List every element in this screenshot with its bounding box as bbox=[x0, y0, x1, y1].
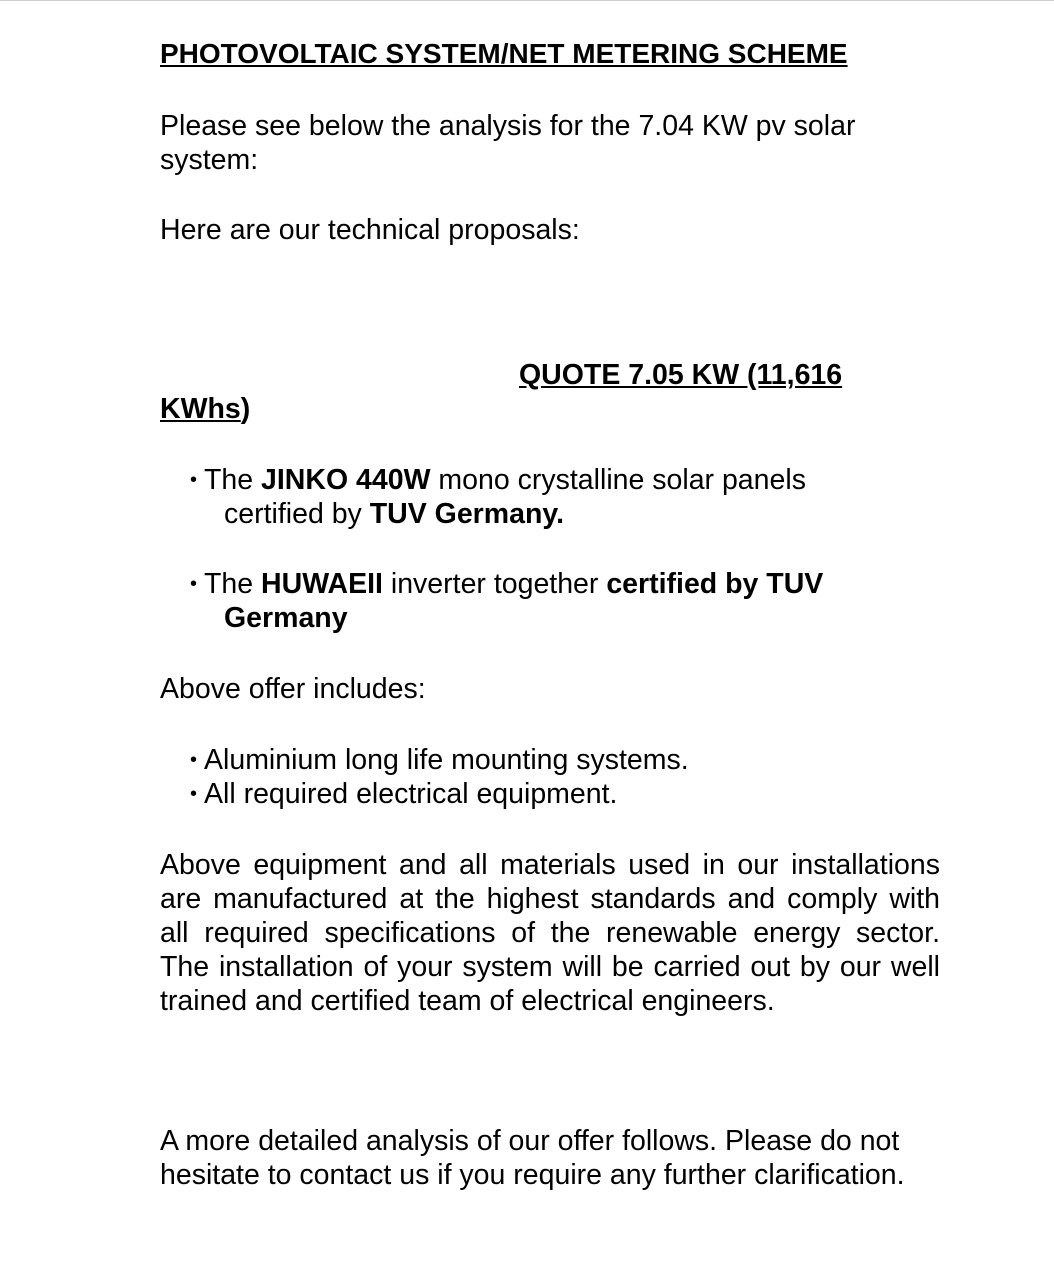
include-item-mounting: Aluminium long life mounting systems. bbox=[204, 744, 689, 776]
bullet-icon: • bbox=[190, 749, 198, 771]
inverter-proposal-list bbox=[190, 567, 890, 635]
quote-close-paren: ) bbox=[240, 393, 251, 425]
bullet-icon: • bbox=[190, 573, 198, 595]
panel-cert-body: TUV Germany. bbox=[369, 498, 565, 530]
include-item-electrical: All required electrical equipment. bbox=[204, 778, 618, 810]
intro-paragraph: Please see below the analysis for the 7.04 KW pv solar system: bbox=[160, 110, 856, 176]
quote-unit: KWhs bbox=[160, 393, 241, 425]
list-item bbox=[190, 743, 890, 777]
inverter-cert-line2: Germany bbox=[224, 602, 348, 634]
list-item bbox=[190, 777, 890, 811]
bullet-icon: • bbox=[190, 783, 198, 805]
panel-description: mono crystalline solar panels bbox=[430, 464, 806, 496]
quote-heading: QUOTE 7.05 KW (11,616 bbox=[519, 359, 843, 391]
list-item bbox=[190, 567, 890, 635]
quote-heading-continuation bbox=[160, 392, 250, 426]
includes-list bbox=[190, 743, 890, 811]
includes-heading: Above offer includes: bbox=[160, 673, 426, 705]
panel-cert-prefix: certified by bbox=[224, 498, 370, 530]
inverter-cert-line1: certified by TUV bbox=[606, 568, 824, 600]
panel-certification-line bbox=[204, 497, 890, 531]
inverter-brand: HUWAEII bbox=[261, 568, 383, 600]
proposals-heading: Here are our technical proposals: bbox=[160, 214, 580, 246]
document-title: PHOTOVOLTAIC SYSTEM/NET METERING SCHEME bbox=[160, 38, 848, 69]
inverter-description: inverter together bbox=[382, 568, 607, 600]
bullet-icon: • bbox=[190, 469, 198, 491]
panel-brand: JINKO 440W bbox=[261, 464, 431, 496]
closing-paragraph: A more detailed analysis of our offer follows. Please do not hesitate to contact us if you require any further clarification. bbox=[160, 1125, 905, 1191]
list-item bbox=[190, 463, 890, 531]
standards-paragraph: Above equipment and all materials used in our installations are manufactured at the highest standards and comply with all required specifications of the renewable energy sector. The installation of your system will be carried out by our well trained and certified team of electrical engineers. bbox=[160, 849, 940, 1017]
top-divider bbox=[0, 0, 1054, 1]
panel-proposal-list bbox=[190, 463, 890, 531]
inverter-certification-line bbox=[204, 601, 890, 635]
inverter-prefix: The bbox=[204, 568, 262, 600]
panel-prefix: The bbox=[204, 464, 262, 496]
